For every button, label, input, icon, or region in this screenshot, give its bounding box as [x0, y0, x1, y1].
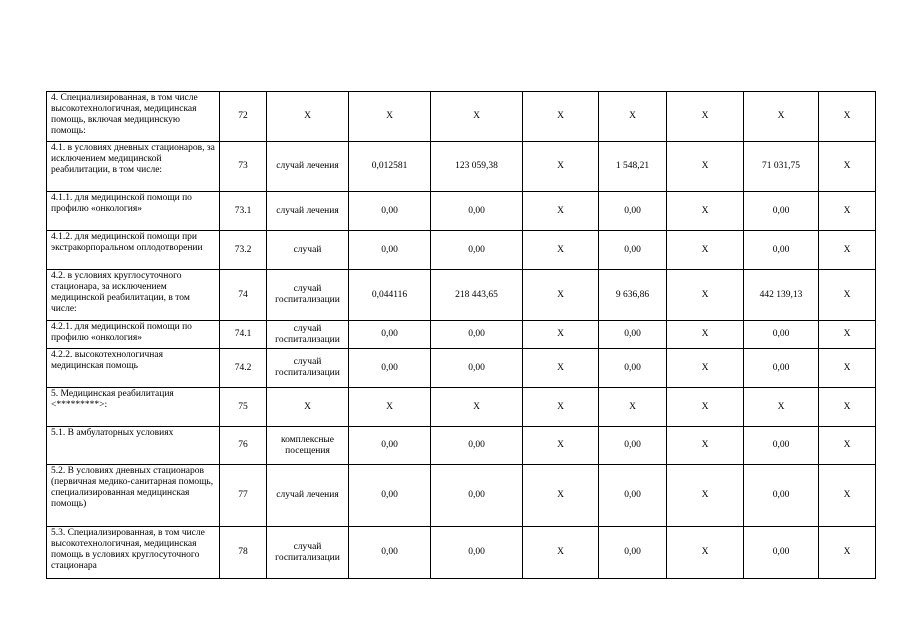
cell-value: 9 636,86: [599, 270, 667, 321]
table-row: [47, 92, 876, 142]
cell-value: 0,00: [349, 465, 431, 527]
cell-value: 0,00: [349, 231, 431, 270]
cell-value: X: [667, 321, 744, 349]
cell-value: 0,00: [744, 527, 819, 579]
row-code: 74: [220, 270, 267, 321]
row-unit: случай: [267, 231, 349, 270]
row-unit: случай госпитализации: [267, 527, 349, 579]
table-row: [47, 142, 876, 192]
cell-value: X: [523, 142, 599, 192]
cell-value: 442 139,13: [744, 270, 819, 321]
cell-value: X: [667, 527, 744, 579]
cell-value: X: [819, 321, 876, 349]
row-code: 75: [220, 388, 267, 427]
cell-value: 0,044116: [349, 270, 431, 321]
cell-value: 0,00: [744, 192, 819, 231]
cell-value: 0,00: [431, 527, 523, 579]
row-unit: случай лечения: [267, 465, 349, 527]
cell-value: X: [667, 270, 744, 321]
cell-value: X: [523, 427, 599, 465]
row-unit: случай госпитализации: [267, 270, 349, 321]
cell-value: 0,00: [431, 192, 523, 231]
row-name: 5.3. Специализированная, в том числе высокотехнологичная, медицинская помощь в условиях круглосуточного стационара: [47, 527, 220, 579]
cell-value: 0,00: [349, 527, 431, 579]
cell-value: X: [523, 192, 599, 231]
cell-value: 0,00: [431, 349, 523, 388]
table-row: [47, 231, 876, 270]
row-unit: случай госпитализации: [267, 321, 349, 349]
cell-value: 0,00: [431, 465, 523, 527]
cell-value: 0,00: [599, 231, 667, 270]
row-name: 4.1.1. для медицинской помощи по профилю «онкология»: [47, 192, 220, 231]
row-name: 4.1.2. для медицинской помощи при экстракорпоральном оплодотворении: [47, 231, 220, 270]
cell-value: 1 548,21: [599, 142, 667, 192]
row-code: 74.1: [220, 321, 267, 349]
cell-value: X: [819, 465, 876, 527]
data-table: [46, 91, 876, 579]
row-name: 4. Специализированная, в том числе высокотехнологичная, медицинская помощь, включая медицинскую помощь:: [47, 92, 220, 142]
cell-value: X: [523, 349, 599, 388]
cell-value: X: [819, 270, 876, 321]
cell-value: 218 443,65: [431, 270, 523, 321]
cell-value: 0,00: [349, 192, 431, 231]
table-row: [47, 321, 876, 349]
cell-value: X: [349, 92, 431, 142]
cell-value: X: [523, 388, 599, 427]
cell-value: X: [599, 92, 667, 142]
cell-value: 0,00: [599, 465, 667, 527]
cell-value: X: [599, 388, 667, 427]
cell-value: X: [523, 527, 599, 579]
row-code: 72: [220, 92, 267, 142]
cell-value: X: [819, 427, 876, 465]
cell-value: X: [667, 388, 744, 427]
row-name: 4.1. в условиях дневных стационаров, за исключением медицинской реабилитации, в том числе:: [47, 142, 220, 192]
cell-value: 0,00: [431, 321, 523, 349]
row-code: 77: [220, 465, 267, 527]
cell-value: X: [349, 388, 431, 427]
cell-value: X: [819, 192, 876, 231]
cell-value: X: [667, 92, 744, 142]
row-code: 74.2: [220, 349, 267, 388]
row-unit: комплексные посещения: [267, 427, 349, 465]
row-name: 4.2. в условиях круглосуточного стационара, за исключением медицинской реабилитации, в том числе:: [47, 270, 220, 321]
row-code: 76: [220, 427, 267, 465]
cell-value: 0,00: [599, 349, 667, 388]
cell-value: X: [431, 388, 523, 427]
row-unit: X: [267, 92, 349, 142]
row-name: 4.2.2. высокотехнологичная медицинская помощь: [47, 349, 220, 388]
cell-value: X: [431, 92, 523, 142]
cell-value: 0,00: [431, 231, 523, 270]
cell-value: X: [667, 192, 744, 231]
cell-value: 0,00: [349, 427, 431, 465]
cell-value: X: [744, 388, 819, 427]
cell-value: X: [667, 231, 744, 270]
cell-value: X: [744, 92, 819, 142]
row-unit: X: [267, 388, 349, 427]
cell-value: X: [523, 465, 599, 527]
cell-value: X: [667, 427, 744, 465]
cell-value: 0,00: [599, 527, 667, 579]
table-row: [47, 427, 876, 465]
cell-value: 0,012581: [349, 142, 431, 192]
cell-value: 123 059,38: [431, 142, 523, 192]
cell-value: 0,00: [599, 192, 667, 231]
cell-value: 0,00: [599, 321, 667, 349]
cell-value: 0,00: [744, 231, 819, 270]
cell-value: X: [523, 231, 599, 270]
row-name: 5.2. В условиях дневных стационаров (первичная медико-санитарная помощь, специализированная медицинская помощь): [47, 465, 220, 527]
cell-value: X: [819, 231, 876, 270]
cell-value: 0,00: [349, 349, 431, 388]
cell-value: X: [667, 465, 744, 527]
cell-value: 0,00: [349, 321, 431, 349]
row-code: 73.1: [220, 192, 267, 231]
cell-value: 0,00: [744, 349, 819, 388]
table-row: [47, 270, 876, 321]
row-code: 73.2: [220, 231, 267, 270]
cell-value: X: [819, 527, 876, 579]
cell-value: X: [667, 349, 744, 388]
table-row: [47, 388, 876, 427]
cell-value: X: [819, 349, 876, 388]
cell-value: X: [667, 142, 744, 192]
row-code: 78: [220, 527, 267, 579]
cell-value: 0,00: [744, 321, 819, 349]
table-row: [47, 192, 876, 231]
row-name: 5.1. В амбулаторных условиях: [47, 427, 220, 465]
cell-value: X: [523, 270, 599, 321]
table-row: [47, 349, 876, 388]
row-name: 4.2.1. для медицинской помощи по профилю «онкология»: [47, 321, 220, 349]
cell-value: X: [819, 92, 876, 142]
cell-value: X: [523, 92, 599, 142]
row-name: 5. Медицинская реабилитация <*********>:: [47, 388, 220, 427]
cell-value: X: [523, 321, 599, 349]
cell-value: X: [819, 388, 876, 427]
cell-value: 0,00: [599, 427, 667, 465]
cell-value: X: [819, 142, 876, 192]
row-unit: случай лечения: [267, 192, 349, 231]
table-row: [47, 465, 876, 527]
row-unit: случай госпитализации: [267, 349, 349, 388]
cell-value: 71 031,75: [744, 142, 819, 192]
row-code: 73: [220, 142, 267, 192]
row-unit: случай лечения: [267, 142, 349, 192]
cell-value: 0,00: [744, 427, 819, 465]
cell-value: 0,00: [744, 465, 819, 527]
table-row: [47, 527, 876, 579]
cell-value: 0,00: [431, 427, 523, 465]
